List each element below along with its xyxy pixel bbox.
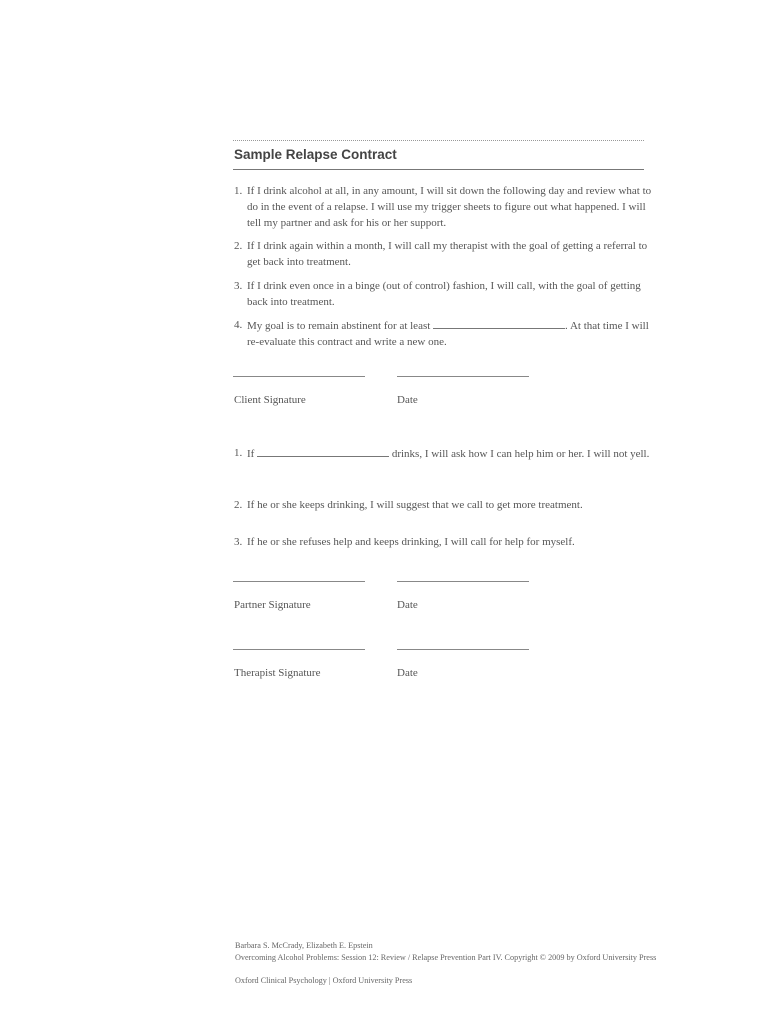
partner-item-1 <box>234 446 654 463</box>
contract-item-4 <box>234 318 654 351</box>
partner-date-line[interactable] <box>397 581 529 582</box>
item-text-after: . At that time I will re-evaluate this contract and write a new one. <box>247 320 649 348</box>
partner-date-label: Date <box>397 599 418 611</box>
item-text: If he or she refuses help and keeps drinking, I will call for help for myself. <box>247 536 575 548</box>
contract-item-2 <box>234 239 654 271</box>
therapist-signature-label: Therapist Signature <box>234 667 321 679</box>
therapist-signature-line[interactable] <box>233 649 365 650</box>
partner-signature-label: Partner Signature <box>234 599 311 611</box>
therapist-date-label: Date <box>397 667 418 679</box>
item-text: If I drink alcohol at all, in any amount, I will sit down the following day and review what to do in the event of a relapse. I will use my trigger sheets to figure out what happened. I will tell my partner and ask for his or her support. <box>247 185 652 229</box>
partner-signature-line[interactable] <box>233 581 365 582</box>
item-number: 1. <box>234 447 243 459</box>
item-text: If I drink even once in a binge (out of control) fashion, I will call, with the goal of getting back into treatment. <box>247 280 641 308</box>
partner-item-3 <box>234 535 654 551</box>
item-number: 2. <box>234 240 243 252</box>
item-text-after: drinks, I will ask how I can help him or her. I will not yell. <box>391 448 650 460</box>
abstinent-period-blank[interactable] <box>433 318 565 329</box>
footer-source: Overcoming Alcohol Problems: Session 12: Review / Relapse Prevention Part IV. Copyright © 2009 by Oxford University Press <box>235 953 657 962</box>
contract-item-1 <box>234 184 654 231</box>
footer-authors: Barbara S. McCrady, Elizabeth E. Epstein <box>235 941 373 950</box>
client-signature-line[interactable] <box>233 376 365 377</box>
item-text-before: If <box>247 448 255 460</box>
item-text: If I drink again within a month, I will call my therapist with the goal of getting a referral to get back into treatment. <box>247 240 648 268</box>
document-title: Sample Relapse Contract <box>234 147 397 162</box>
title-underline <box>233 169 644 170</box>
item-number: 3. <box>234 280 243 292</box>
client-signature-label: Client Signature <box>234 394 306 406</box>
client-date-line[interactable] <box>397 376 529 377</box>
partner-item-2 <box>234 498 654 514</box>
item-number: 3. <box>234 536 243 548</box>
item-number: 2. <box>234 499 243 511</box>
item-number: 1. <box>234 185 243 197</box>
item-number: 4. <box>234 319 243 331</box>
therapist-date-line[interactable] <box>397 649 529 650</box>
footer-publisher: Oxford Clinical Psychology | Oxford University Press <box>235 976 413 985</box>
contract-item-3 <box>234 279 654 311</box>
item-text-before: My goal is to remain abstinent for at least <box>247 320 431 332</box>
client-date-label: Date <box>397 394 418 406</box>
top-dotted-rule <box>233 140 644 141</box>
partner-name-blank[interactable] <box>257 446 389 457</box>
item-text: If he or she keeps drinking, I will suggest that we call to get more treatment. <box>247 499 583 511</box>
